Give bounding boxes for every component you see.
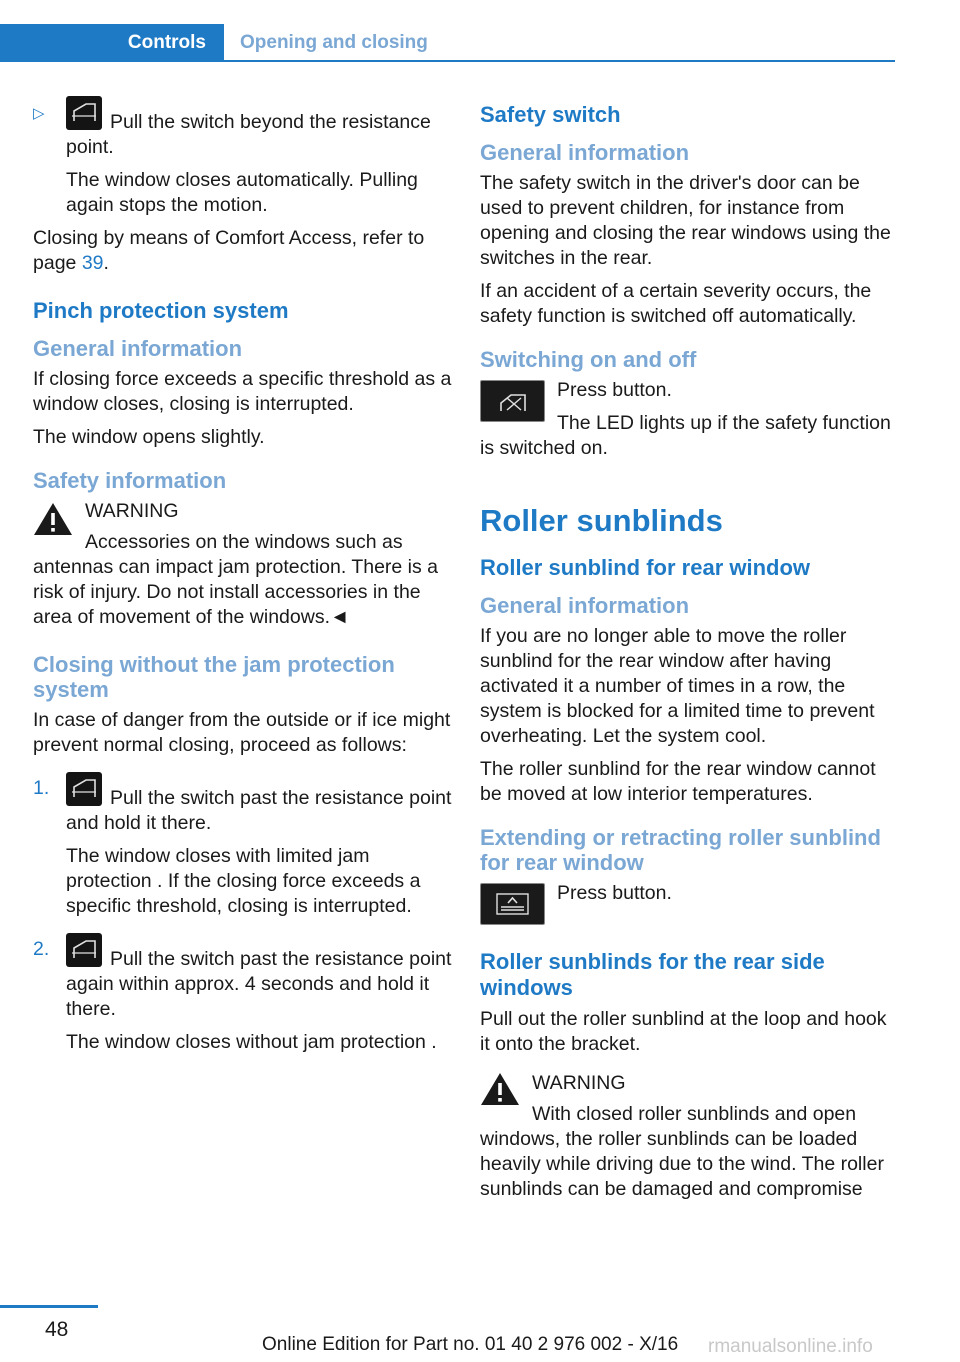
press-button-text-2: Press button. — [557, 882, 672, 904]
roller-paragraph-2: The roller sunblind for the rear window cannot be moved at low interior temperatures. — [480, 758, 876, 805]
heading-roller-sunblinds: Roller sunblinds — [480, 503, 723, 538]
roller-paragraph-1: If you are no longer able to move the roller sunblind for the rear window after having activated it a number of times in a row, the system is blocked for a limited time to prevent overheating. Let the system cool. — [480, 625, 875, 747]
press-button-text: Press button. — [557, 379, 672, 401]
general-paragraph-2: The window opens slightly. — [33, 426, 265, 448]
safety-switch-paragraph-1: The safety switch in the driver's door can be used to prevent children, for instance from opening and closing the rear windows using the switches in the rear. — [480, 172, 891, 269]
step-1-number: 1. — [33, 777, 50, 799]
watermark: rmanualsonline.info — [708, 1336, 873, 1357]
step-1-note: The window closes with limited jam protection . If the closing force exceeds a specific threshold, closing is interrupted. — [66, 845, 421, 917]
tab-opening-and-closing[interactable] — [240, 24, 428, 62]
general-paragraph-1: If closing force exceeds a specific threshold as a window closes, closing is interrupted. — [33, 368, 452, 415]
heading-general-information: General information — [480, 593, 690, 618]
header-rule — [0, 60, 895, 62]
heading-closing-without-jam: Closing without the jam protection system — [33, 652, 395, 702]
warning-text: Accessories on the windows such as antennas can impact jam protection. There is a risk of injury. Do not install accessories in the area of movement of the windows.◄ — [33, 531, 439, 628]
step-2 — [33, 937, 453, 1055]
bullet-triangle-icon: ▷ — [33, 105, 45, 122]
window-switch-icon — [66, 933, 102, 967]
step-1 — [33, 776, 453, 919]
tab-opening-label: Opening and closing — [240, 32, 428, 53]
warning-triangle-icon — [480, 1071, 520, 1107]
step-2-number: 2. — [33, 938, 50, 960]
left-column — [33, 100, 453, 1063]
auto-close-step — [33, 100, 453, 218]
footer-rule — [0, 1305, 98, 1308]
tab-controls[interactable] — [0, 24, 224, 62]
safety-switch-button-icon — [480, 380, 545, 422]
page-number: 48 — [45, 1318, 69, 1341]
step-2-text: Pull the switch past the resistance point again within approx. 4 seconds and hold it there. — [66, 948, 452, 1020]
right-column — [480, 100, 898, 1210]
warning-triangle-icon — [33, 501, 73, 537]
sunblind-button-icon — [480, 883, 545, 925]
warning-label: WARNING — [532, 1072, 626, 1094]
heading-roller-side-windows: Roller sunblinds for the rear side windows — [480, 949, 825, 1000]
heading-extending-retracting: Extending or retracting roller sunblind for rear window — [480, 825, 881, 875]
warning-text: With closed roller sunblinds and open windows, the roller sunblinds can be loaded heavily while driving due to the wind. The roller sunblinds can be damaged and compromise — [480, 1103, 884, 1200]
heading-roller-rear-window: Roller sunblind for rear window — [480, 555, 811, 580]
step-1-text: Pull the switch past the resistance point and hold it there. — [66, 787, 452, 834]
step-2-note: The window closes without jam protection . — [66, 1031, 437, 1053]
heading-general-information: General information — [33, 336, 243, 361]
heading-switching-on-off: Switching on and off — [480, 347, 697, 372]
edition-note: Online Edition for Part no. 01 40 2 976 002 - X/16 — [262, 1334, 679, 1355]
window-switch-icon — [66, 772, 102, 806]
side-paragraph-1: Pull out the roller sunblind at the loop and hook it onto the bracket. — [480, 1008, 887, 1055]
heading-pinch-protection: Pinch protection system — [33, 298, 289, 323]
auto-close-note: The window closes automatically. Pulling again stops the motion. — [66, 169, 418, 216]
page-link-39[interactable]: 39 — [81, 252, 104, 274]
led-text: The LED lights up if the safety function is switched on. — [480, 412, 891, 459]
heading-safety-information: Safety information — [33, 468, 227, 493]
tab-controls-label: Controls — [127, 32, 206, 53]
heading-general-information: General information — [480, 140, 690, 165]
auto-close-text: Pull the switch beyond the resistance point. — [66, 111, 431, 158]
window-switch-icon — [66, 96, 102, 130]
comfort-access-text: Closing by means of Comfort Access, refer to page — [33, 227, 425, 274]
closing-intro: In case of danger from the outside or if ice might prevent normal closing, proceed as follows: — [33, 709, 451, 756]
comfort-access-suffix: . — [103, 252, 109, 274]
heading-safety-switch: Safety switch — [480, 102, 621, 127]
safety-switch-paragraph-2: If an accident of a certain severity occurs, the safety function is switched off automatically. — [480, 280, 872, 327]
comfort-access-ref — [33, 226, 453, 276]
warning-label: WARNING — [85, 500, 179, 522]
